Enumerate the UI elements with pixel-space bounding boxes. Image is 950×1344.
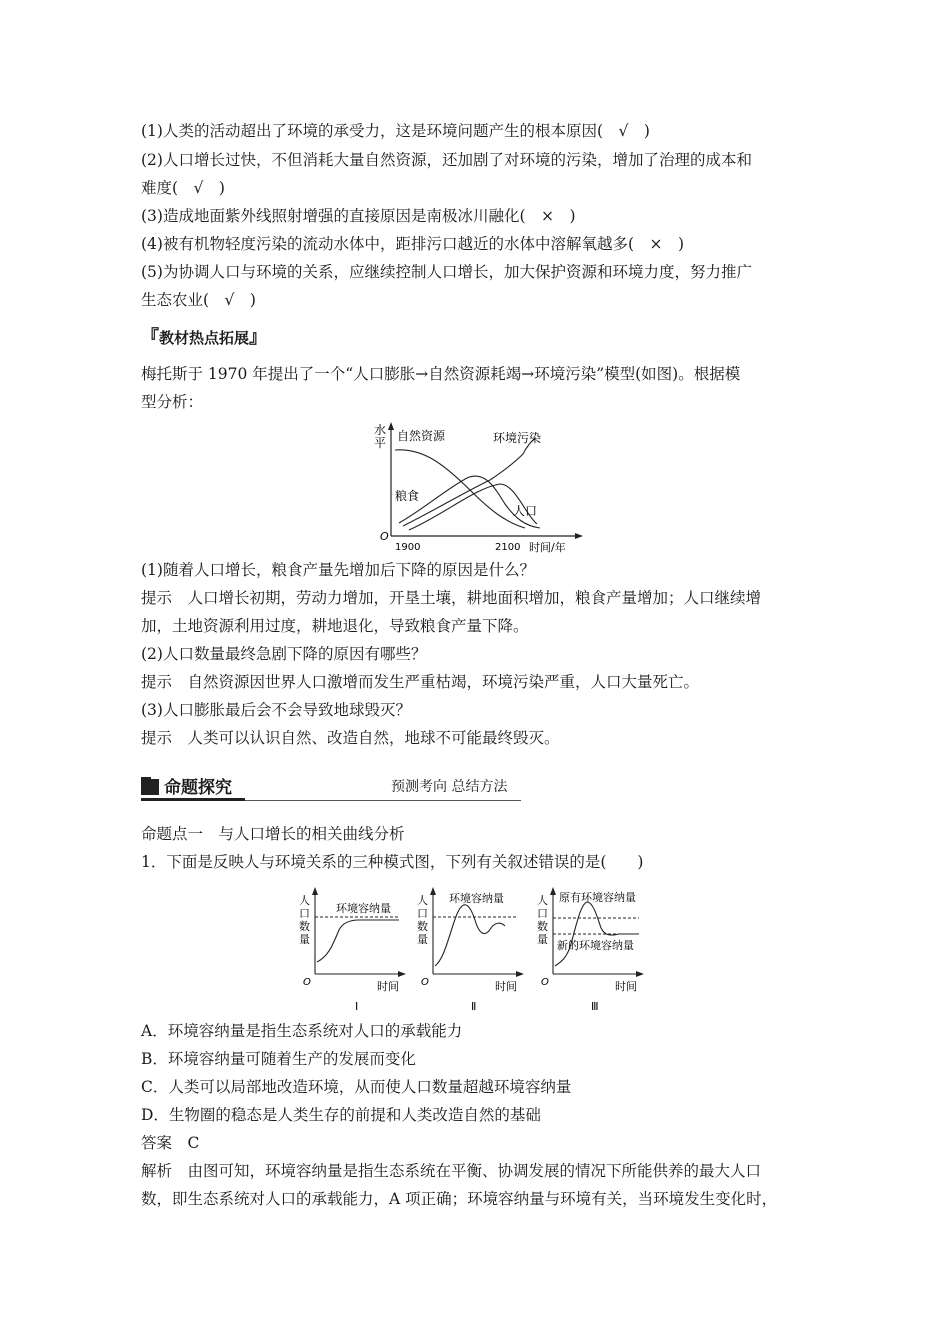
figure-3 bbox=[537, 887, 644, 1013]
capacity-label: 环境容纳量 bbox=[336, 902, 391, 915]
section-subtitle: 预测考向 总结方法 bbox=[391, 779, 508, 795]
ylabel-char: 人 bbox=[537, 894, 548, 907]
label-pollution: 环境污染 bbox=[493, 431, 542, 445]
ylabel-char: 人 bbox=[417, 894, 428, 907]
hot-a1-1: 提示 人口增长初期，劳动力增加，开垦土壤，耕地面积增加，粮食产量增加；人口继续增 bbox=[141, 589, 762, 607]
x-label: 时间 bbox=[377, 980, 399, 993]
y-arrow-icon bbox=[312, 887, 318, 895]
analysis-2: 数，即生态系统对人口的承载能力，A 项正确；环境容纳量与环境有关，当环境发生变化时， bbox=[141, 1190, 778, 1208]
curve-1 bbox=[317, 920, 399, 962]
section-block-icon bbox=[141, 777, 159, 795]
capacity-label-new: 新的环境容纳量 bbox=[557, 939, 634, 952]
judgment-3: (3)造成地面紫外线照射增强的直接原因是南极冰川融化( × ) bbox=[141, 207, 576, 225]
meadows-model-figure bbox=[365, 418, 585, 553]
origin-label: O bbox=[541, 977, 549, 988]
judgment-5: (5)为协调人口与环境的关系，应继续控制人口增长，加大保护资源和环境力度，努力推广 bbox=[141, 263, 752, 281]
judgment-2-cont: 难度( √ ) bbox=[141, 179, 225, 197]
ylabel-char: 口 bbox=[537, 907, 548, 920]
judgment-5-cont: 生态农业( √ ) bbox=[141, 291, 256, 309]
capacity-label-original: 原有环境容纳量 bbox=[559, 891, 636, 904]
x-arrow-icon bbox=[516, 971, 524, 977]
question-stem: 1．下面是反映人与环境关系的三种模式图，下列有关叙述错误的是( ) bbox=[141, 853, 644, 871]
origin-label: O bbox=[421, 977, 429, 988]
y-arrow-icon bbox=[550, 887, 556, 895]
curve-3 bbox=[555, 902, 639, 966]
ylabel-char: 口 bbox=[417, 907, 428, 920]
three-mode-figures bbox=[281, 884, 661, 1014]
x-label: 时间 bbox=[495, 980, 517, 993]
ylabel-char: 数 bbox=[417, 920, 428, 933]
section-header bbox=[141, 771, 521, 801]
open-bracket-icon: 『 bbox=[141, 327, 159, 348]
option-c: C．人类可以局部地改造环境，从而使人口数量超越环境容纳量 bbox=[141, 1078, 572, 1096]
label-resources: 自然资源 bbox=[397, 429, 446, 443]
x-axis-arrow-icon bbox=[575, 533, 583, 539]
label-population: 人口 bbox=[513, 504, 538, 518]
curve-2 bbox=[435, 905, 505, 966]
y-label-1: 水 bbox=[374, 423, 387, 437]
x-arrow-icon bbox=[398, 971, 406, 977]
y-label-2: 平 bbox=[374, 436, 387, 450]
ylabel-char: 数 bbox=[299, 920, 310, 933]
ylabel-char: 人 bbox=[299, 894, 310, 907]
section-title: 命题探究 bbox=[164, 778, 232, 798]
option-a: A．环境容纳量是指生态系统对人口的承载能力 bbox=[141, 1022, 463, 1040]
option-b: B．环境容纳量可随着生产的发展而变化 bbox=[141, 1050, 416, 1068]
capacity-label: 环境容纳量 bbox=[449, 892, 504, 905]
y-arrow-icon bbox=[430, 887, 436, 895]
y-axis-arrow-icon bbox=[388, 422, 394, 430]
hot-a3: 提示 人类可以认识自然、改造自然，地球不可能最终毁灭。 bbox=[141, 729, 560, 747]
figure-1 bbox=[299, 887, 406, 1013]
hot-q1: (1)随着人口增长，粮食产量先增加后下降的原因是什么？ bbox=[141, 561, 535, 579]
question-point: 命题点一 与人口增长的相关曲线分析 bbox=[141, 825, 405, 843]
ylabel-char: 量 bbox=[417, 933, 428, 946]
hot-q3: (3)人口膨胀最后会不会导致地球毁灭？ bbox=[141, 701, 411, 719]
origin-label: O bbox=[303, 977, 311, 988]
ylabel-char: 口 bbox=[299, 907, 310, 920]
x-tick-1900: 1900 bbox=[395, 542, 421, 553]
roman-label: Ⅲ bbox=[591, 1000, 599, 1013]
hot-section-title bbox=[141, 327, 267, 349]
option-d: D．生物圈的稳态是人类生存的前提和人类改造自然的基础 bbox=[141, 1106, 541, 1124]
roman-label: Ⅰ bbox=[355, 1000, 359, 1013]
hot-a2: 提示 自然资源因世界人口激增而发生严重枯竭，环境污染严重，人口大量死亡。 bbox=[141, 673, 700, 691]
close-bracket-icon: 』 bbox=[249, 327, 268, 348]
analysis-1: 解析 由图可知，环境容纳量是指生态系统在平衡、协调发展的情况下所能供养的最大人口 bbox=[141, 1162, 762, 1180]
hot-q2: (2)人口数量最终急剧下降的原因有哪些？ bbox=[141, 645, 427, 663]
hot-a1-2: 加，土地资源利用过度，耕地退化，导致粮食产量下降。 bbox=[141, 617, 529, 635]
curve-food bbox=[399, 476, 540, 528]
x-label: 时间 bbox=[615, 980, 637, 993]
x-tick-2100: 2100 bbox=[495, 542, 521, 553]
ylabel-char: 量 bbox=[299, 933, 310, 946]
judgment-1: (1)人类的活动超出了环境的承受力，这是环境问题产生的根本原因( √ ) bbox=[141, 122, 650, 140]
hot-section-title-text: 教材热点拓展 bbox=[159, 329, 250, 347]
origin-label: O bbox=[380, 530, 389, 543]
hot-intro-1: 梅托斯于 1970 年提出了一个“人口膨胀→自然资源耗竭→环境污染”模型(如图)。根据模 bbox=[141, 365, 741, 383]
judgment-2: (2)人口增长过快，不但消耗大量自然资源，还加剧了对环境的污染，增加了治理的成本和 bbox=[141, 151, 752, 169]
ylabel-char: 数 bbox=[537, 920, 548, 933]
x-axis-label: 时间/年 bbox=[529, 541, 566, 553]
judgment-4: (4)被有机物轻度污染的流动水体中，距排污口越近的水体中溶解氧越多( × ) bbox=[141, 235, 685, 253]
label-food: 粮食 bbox=[395, 489, 420, 503]
x-arrow-icon bbox=[636, 971, 644, 977]
answer: 答案 C bbox=[141, 1134, 200, 1152]
ylabel-char: 量 bbox=[537, 933, 548, 946]
hot-intro-2: 型分析： bbox=[141, 393, 204, 411]
figure-2 bbox=[417, 887, 524, 1013]
roman-label: Ⅱ bbox=[471, 1000, 477, 1013]
